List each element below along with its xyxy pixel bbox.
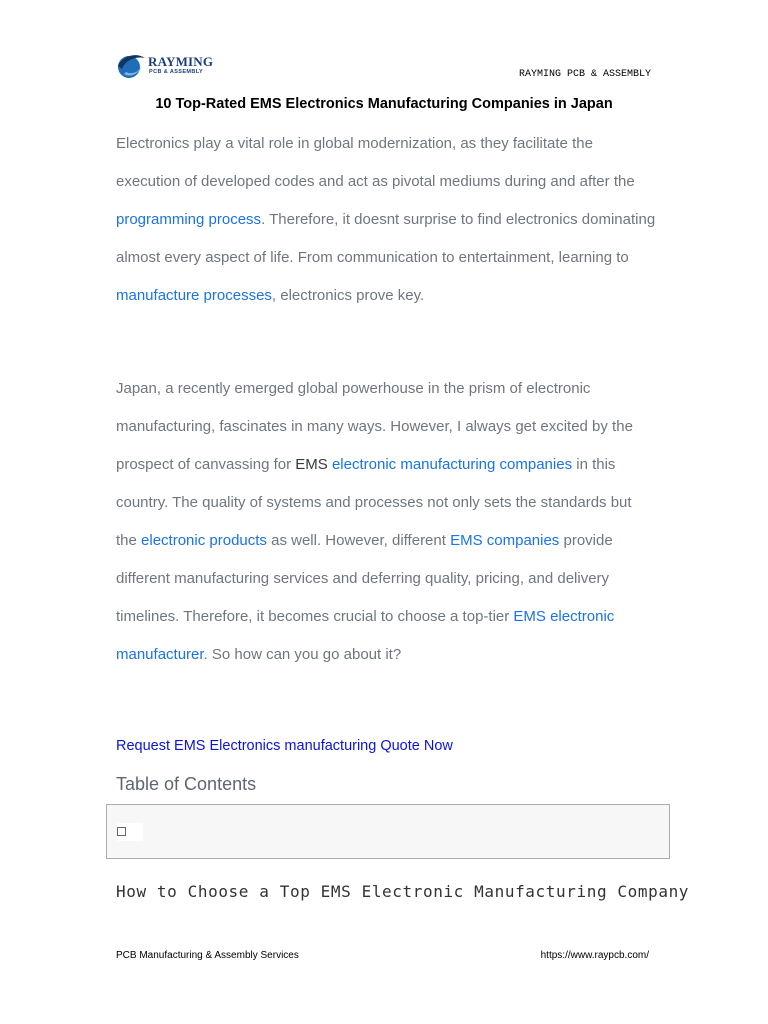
paragraph-text: Japan, a recently emerged global powerhouse in the prism of electronic manufacturing, fascinates in many ways. However, I always get excited by the prospect of canvassing for: [116, 380, 633, 473]
footer-website-link[interactable]: https://www.raypcb.com/: [540, 950, 649, 961]
electronic-manufacturing-companies-link[interactable]: electronic manufacturing companies: [331, 456, 573, 473]
programming-process-link[interactable]: programming process: [116, 211, 262, 228]
ems-text: EMS: [295, 456, 332, 473]
ems-electronic-manufacturer-link[interactable]: EMS electronic manufacturer: [116, 608, 615, 663]
logo-name: RAYMING: [148, 54, 214, 69]
section-heading: How to Choose a Top EMS Electronic Manufacturing Company: [116, 882, 690, 901]
intro-paragraph: [116, 125, 656, 315]
manufacture-processes-link[interactable]: manufacture processes: [116, 287, 272, 304]
paragraph-text: . So how can you go about it?: [203, 646, 402, 663]
paragraph-text: as well. However, different: [266, 532, 451, 549]
footer-services-text: PCB Manufacturing & Assembly Services: [116, 950, 299, 961]
paragraph-text: in this country. The quality of systems and processes not only sets the standards but the: [116, 456, 632, 549]
toc-heading: Table of Contents: [116, 774, 257, 794]
paragraph-text: provide different manufacturing services and deferring quality, pricing, and delivery timelines. Therefore, it becomes crucial to choose a top-tier: [116, 532, 613, 625]
toc-checkbox-icon[interactable]: [117, 827, 126, 836]
electronic-products-link[interactable]: electronic products: [141, 532, 267, 549]
toc-box: [106, 804, 670, 859]
request-quote-link[interactable]: Request EMS Electronics manufacturing Quote Now: [116, 738, 453, 754]
header-company-name: RAYMING PCB & ASSEMBLY: [518, 69, 651, 80]
rayming-logo[interactable]: [116, 52, 226, 82]
ems-companies-link[interactable]: EMS companies: [450, 532, 560, 549]
paragraph-text: Electronics play a vital role in global modernization, as they facilitate the execution of developed codes and act as pivotal mediums during and after the: [116, 135, 635, 190]
logo-swoosh-icon: [116, 52, 146, 80]
document-title: 10 Top-Rated EMS Electronics Manufacturing Companies in Japan: [155, 96, 613, 112]
paragraph-text: . Therefore, it doesnt surprise to find electronics dominating almost every aspect of life. From communication to entertainment, learning to: [116, 211, 656, 266]
logo-subtitle: PCB & ASSEMBLY: [149, 69, 204, 75]
japan-paragraph: [116, 370, 656, 674]
paragraph-text: , electronics prove key.: [271, 287, 425, 304]
